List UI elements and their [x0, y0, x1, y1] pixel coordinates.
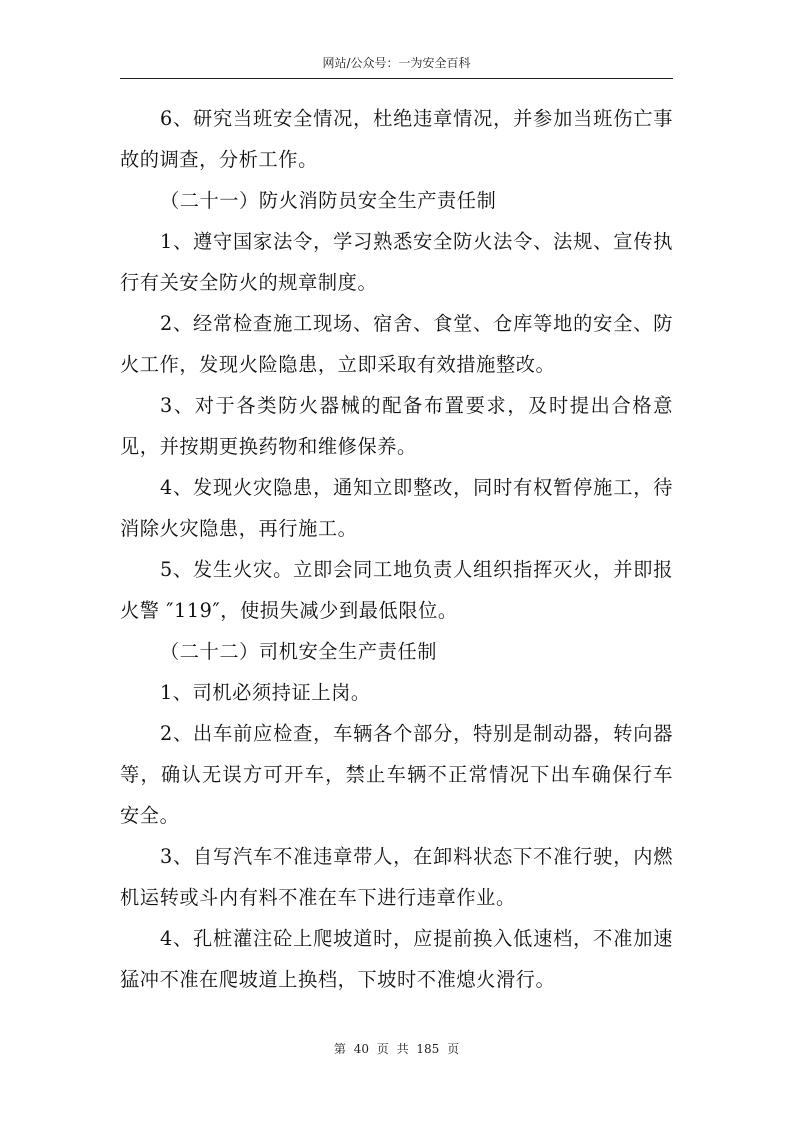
paragraph: 3、对于各类防火器械的配备布置要求，及时提出合格意见，并按期更换药物和维修保养。 — [120, 394, 673, 458]
section-heading: （二十一）防火消防员安全生产责任制 — [160, 189, 497, 212]
page-header — [120, 52, 673, 79]
section-heading: （二十二）司机安全生产责任制 — [160, 640, 438, 663]
paragraph: 3、自写汽车不准违章带人，在卸料状态下不准行驶，内燃机运转或斗内有料不准在车下进行违章作业。 — [120, 845, 673, 909]
document-body — [120, 98, 673, 1000]
paragraph: 1、遵守国家法令，学习熟悉安全防火法令、法规、宣传执行有关安全防火的规章制度。 — [120, 230, 673, 294]
paragraph: 1、司机必须持证上岗。 — [160, 681, 371, 704]
paragraph: 5、发生火灾。立即会同工地负责人组织指挥灭火，并即报火警 ″119″，使损失减少到最低限位。 — [120, 558, 673, 622]
paragraph: 2、出车前应检查，车辆各个部分，特别是制动器，转向器等，确认无误方可开车，禁止车辆不正常情况下出车确保行车安全。 — [120, 722, 673, 827]
page-footer — [0, 1040, 793, 1057]
paragraph: 2、经常检查施工现场、宿舍、食堂、仓库等地的安全、防火工作，发现火险隐患，立即采取有效措施整改。 — [120, 312, 673, 376]
paragraph: 6、研究当班安全情况，杜绝违章情况，并参加当班伤亡事故的调查，分析工作。 — [120, 107, 673, 171]
header-text: 网站/公众号：一为安全百科 — [322, 56, 471, 70]
paragraph: 4、孔桩灌注砼上爬坡道时，应提前换入低速档，不准加速猛冲不准在爬坡道上换档，下坡时不准熄火滑行。 — [120, 927, 673, 991]
paragraph: 4、发现火灾隐患，通知立即整改，同时有权暂停施工，待消除火灾隐患，再行施工。 — [120, 476, 673, 540]
page-number: 第 40 页 共 185 页 — [333, 1042, 460, 1056]
